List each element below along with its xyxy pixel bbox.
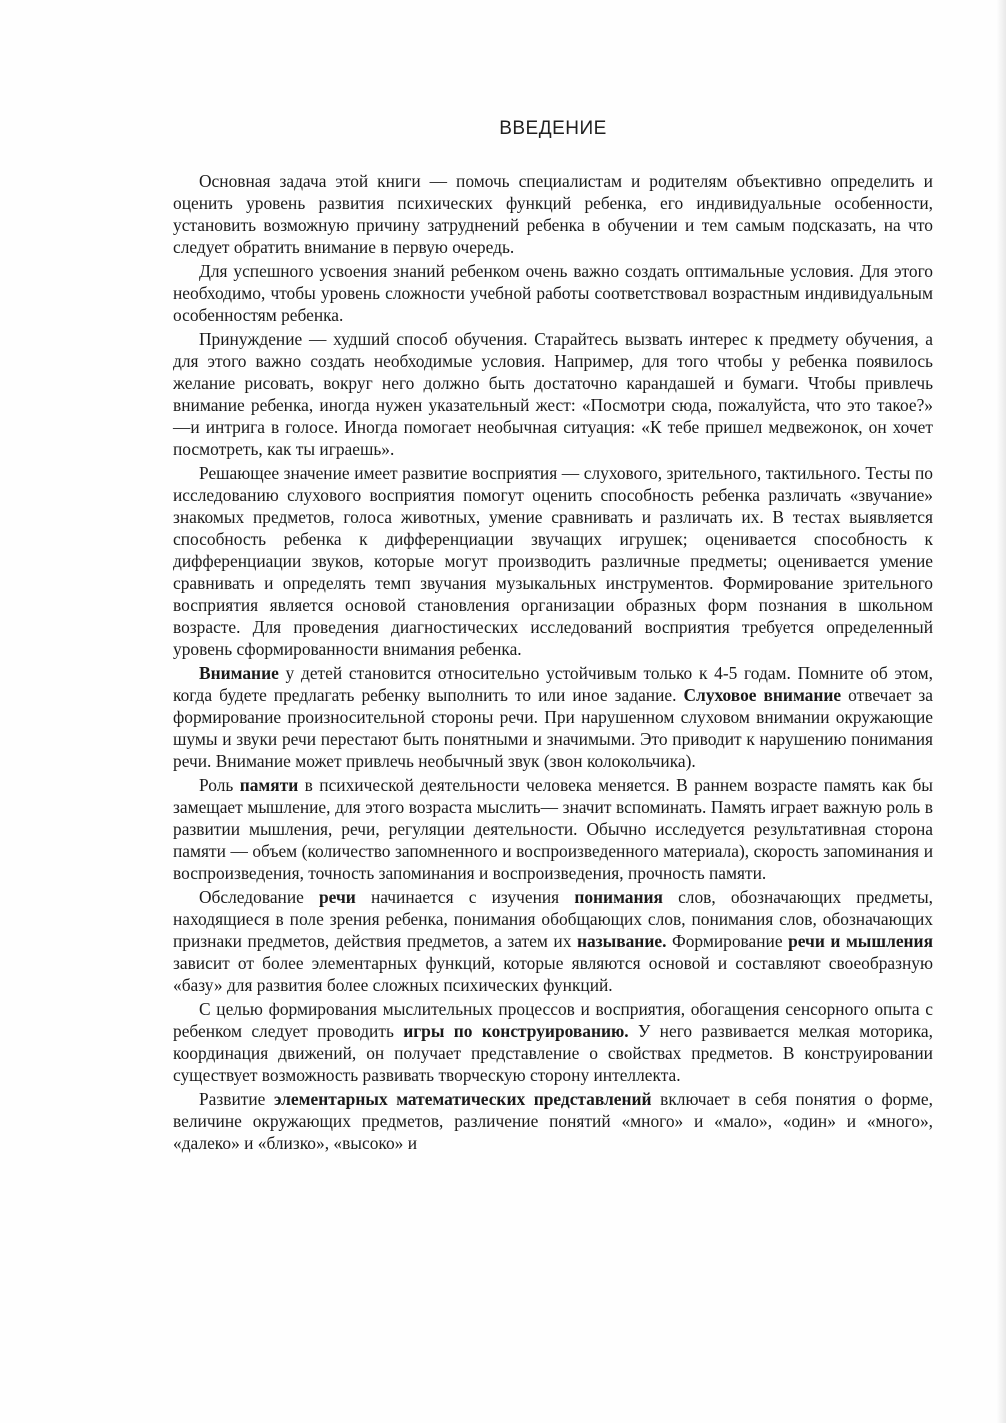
paragraph <box>173 170 933 258</box>
bold-term: речи и мышления <box>788 931 933 951</box>
text-run: Развитие <box>199 1089 274 1109</box>
page-edge-shadow <box>996 0 1006 1423</box>
text-run: включает в себя понятия о форме, величине окружающих предметов, различение понятий «много» и «мало», «один» и «много», «далеко» и «близко», «высоко» и <box>173 1089 933 1153</box>
paragraph <box>173 998 933 1086</box>
text-run: зависит от более элементарных функций, которые являются основой и составляют своеобразную «базу» для развития более сложных психических функций. <box>173 953 933 995</box>
paragraph <box>173 662 933 772</box>
paragraph <box>173 462 933 660</box>
text-run: Решающее значение имеет развитие восприятия — слухового, зрительного, тактильного. Тесты по исследованию слухового восприятия помогут оценить способность ребенка различать «звучание» знакомых предметов, голоса животных, умение сравнивать и различать их. В тестах выявляется способность ребенка к дифференциации звучащих игрушек; оценивается способность к дифференциации звуков, которые могут производить различные предметы; оценивается умение сравнивать и определять темп звучания музыкальных инструментов. Формирование зрительного восприятия является основой становления организации образных форм познания в школьном возрасте. Для проведения диагностических исследований восприятия требуется определенный уровень сформированности внимания ребенка. <box>173 463 933 659</box>
text-run: в психической деятельности человека меняется. В раннем возрасте память как бы замещает мышление, для этого возраста мыслить— значит вспоминать. Память играет важную роль в развитии мышления, речи, регуляции деятельности. Обычно исследуется результативная сторона памяти — объем (количество запомненного и воспроизведенного материала), скорость запоминания и воспроизведения, точность запоминания и воспроизведения, прочность памяти. <box>173 775 933 883</box>
bold-term: называние. <box>576 931 667 951</box>
text-run: отвечает за формирование произносительной стороны речи. При нарушенном слуховом внимании окружающие шумы и звуки речи перестают быть понятными и значимыми. Это приводит к нарушению понимания речи. Внимание может привлечь необычный звук (звон колокольчика). <box>173 685 933 771</box>
text-run: Для успешного усвоения знаний ребенком очень важно создать оптимальные условия. Для этого необходимо, чтобы уровень сложности учебной работы соответствовал возрастным индивидуальным особенностям ребенка. <box>173 261 933 325</box>
text-run: Обследование <box>199 887 320 907</box>
text-run: Принуждение — худший способ обучения. Старайтесь вызвать интерес к предмету обучения, а для этого важно создать необходимые условия. Например, для того чтобы у ребенка появилось желание рисовать, вокруг него должно быть достаточно карандашей и бумаги. Чтобы привлечь внимание ребенка, иногда нужен указательный жест: «Посмотри сюда, пожалуйста, что это такое?» —и интрига в голосе. Иногда помогает необычная ситуация: «К тебе пришел медвежонок, он хочет посмотреть, как ты играешь». <box>173 329 933 459</box>
text-run: начинается с изучения <box>355 887 575 907</box>
bold-term: памяти <box>239 775 299 795</box>
bold-term: Внимание <box>199 663 279 683</box>
text-run: С целью формирования мыслительных процессов и восприятия, обогащения сенсорного опыта с ребенком следует проводить <box>173 999 933 1041</box>
bold-term: Слуховое внимание <box>683 685 842 705</box>
bold-term: игры по конструированию. <box>403 1021 629 1041</box>
bold-term: элементарных математических представлений <box>273 1089 652 1109</box>
text-run: слов, обозначающих предметы, находящиеся в поле зрения ребенка, понимания обобщающих слов, понимания слов, обозначающих признаки предметов, действия предметов, а затем их <box>173 887 933 951</box>
document-body <box>173 170 933 1154</box>
paragraph <box>173 328 933 460</box>
bold-term: речи <box>319 887 356 907</box>
paragraph <box>173 260 933 326</box>
text-run: Основная задача этой книги — помочь специалистам и родителям объективно определить и оценить уровень развития психических функций ребенка, его индивидуальные особенности, установить возможную причину затруднений ребенка в обучении и тем самым подсказать, на что следует обратить внимание в первую очередь. <box>173 171 933 257</box>
paragraph <box>173 774 933 884</box>
text-run: Формирование <box>666 931 789 951</box>
paragraph <box>173 1088 933 1154</box>
paragraph <box>173 886 933 996</box>
bold-term: понимания <box>574 887 663 907</box>
text-run: У него развивается мелкая моторика, координация движений, он получает представление о свойствах предметов. В конструировании существует возможность развивать творческую сторону интеллекта. <box>173 1021 933 1085</box>
text-run: у детей становится относительно устойчивым только к 4-5 годам. Помните об этом, когда будете предлагать ребенку выполнить то или иное задание. <box>173 663 933 705</box>
document-page <box>173 118 933 1156</box>
page-title: ВВЕДЕНИЕ <box>499 118 607 139</box>
text-run: Роль <box>199 775 240 795</box>
